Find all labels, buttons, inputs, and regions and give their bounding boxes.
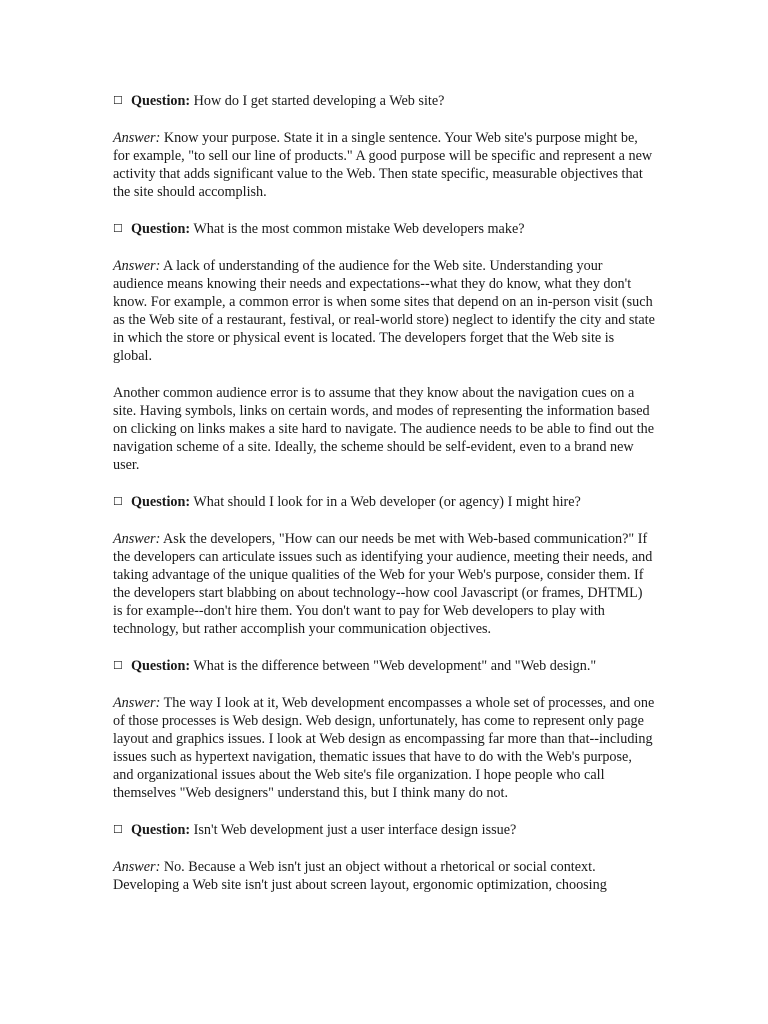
checkbox-bullet-icon: ☐ [113, 824, 123, 836]
answer-label: Answer: [113, 130, 161, 146]
question-text: How do I get started developing a Web site? [190, 93, 445, 109]
checkbox-bullet-icon: ☐ [113, 496, 123, 508]
question-text: Isn't Web development just a user interface design issue? [190, 822, 517, 838]
question-label: Question: [131, 822, 191, 838]
faq-item [113, 821, 655, 894]
answer-label: Answer: [113, 531, 161, 547]
answer-text: A lack of understanding of the audience for the Web site. Understanding your audience means knowing their needs and expectations--what they do know, what they don't know. For example, a common error is when some sites that depend on an in-person visit (such as the Web site of a restaurant, festival, or real-world store) neglect to identify the city and state in which the store or physical event is located. The developers forget that the Web site is global. [113, 258, 655, 364]
question-label: Question: [131, 93, 191, 109]
question-line [113, 493, 655, 511]
faq-item [113, 220, 655, 474]
answer-label: Answer: [113, 258, 161, 274]
question-label: Question: [131, 221, 191, 237]
answer-text: Know your purpose. State it in a single sentence. Your Web site's purpose might be, for example, "to sell our line of products." A good purpose will be specific and represent a new activity that adds significant value to the Web. Then state specific, measurable objectives that the site should accomplish. [113, 130, 653, 200]
answer-paragraph [113, 257, 655, 365]
answer-paragraph [113, 694, 655, 802]
question-label: Question: [131, 494, 191, 510]
answer-paragraph [113, 129, 655, 201]
faq-item [113, 92, 655, 201]
question-text: What is the most common mistake Web developers make? [190, 221, 525, 237]
answer-text: No. Because a Web isn't just an object without a rhetorical or social context. Developing a Web site isn't just about screen layout, ergonomic optimization, choosing [113, 859, 607, 893]
answer-text: Ask the developers, "How can our needs be met with Web-based communication?" If the developers can articulate issues such as identifying your audience, meeting their needs, and taking advantage of the unique qualities of the Web for your Web's purpose, consider them. If the developers start blabbing on about technology--how cool Javascript (or frames, DHTML) is for example--don't hire them. You don't want to pay for Web developers to play with technology, but rather accomplish your communication objectives. [113, 531, 653, 637]
question-label: Question: [131, 658, 191, 674]
answer-label: Answer: [113, 695, 161, 711]
checkbox-bullet-icon: ☐ [113, 223, 123, 235]
answer-text: The way I look at it, Web development encompasses a whole set of processes, and one of those processes is Web design. Web design, unfortunately, has come to represent only page layout and graphics issues. I look at Web design as encompassing far more than that--including issues such as hypertext navigation, thematic issues that have to do with the Web's purpose, and organizational issues about the Web site's file organization. I hope people who call themselves "Web designers" understand this, but I think many do not. [113, 695, 655, 801]
checkbox-bullet-icon: ☐ [113, 660, 123, 672]
answer-label: Answer: [113, 859, 161, 875]
question-line [113, 220, 655, 238]
answer-paragraph [113, 530, 655, 638]
checkbox-bullet-icon: ☐ [113, 95, 123, 107]
question-line [113, 657, 655, 675]
faq-document [113, 92, 655, 913]
answer-paragraph: Another common audience error is to assume that they know about the navigation cues on a site. Having symbols, links on certain words, and modes of representing the information based on clicking on links makes a site hard to navigate. The audience needs to be able to find out the navigation scheme of a site. Ideally, the scheme should be self-evident, even to a brand new user. [113, 385, 655, 473]
question-line [113, 821, 655, 839]
question-text: What is the difference between "Web development" and "Web design." [190, 658, 597, 674]
faq-item [113, 657, 655, 802]
faq-item [113, 493, 655, 638]
question-line [113, 92, 655, 110]
question-text: What should I look for in a Web developer (or agency) I might hire? [190, 494, 581, 510]
answer-paragraph [113, 858, 655, 894]
